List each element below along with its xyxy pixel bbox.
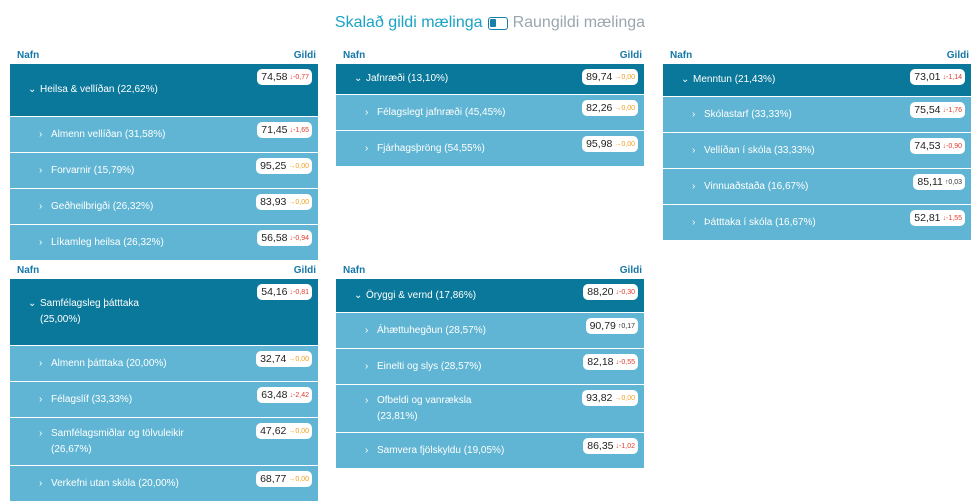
chevron-down-icon[interactable]: ⌄ bbox=[681, 74, 690, 85]
chevron-right-icon[interactable]: › bbox=[365, 325, 369, 336]
row-label: Öryggi & vernd (17,86%) bbox=[366, 290, 477, 301]
row-label: Vinnuaðstaða (16,67%) bbox=[704, 181, 809, 192]
row-label: Samfélagsmiðlar og tölvuleikir (26,67%) bbox=[51, 428, 184, 455]
change-value: -1,76 bbox=[946, 106, 962, 114]
subcategory-row[interactable] bbox=[336, 94, 644, 130]
change-indicator bbox=[614, 74, 635, 81]
row-label: Geðheilbrigði (26,32%) bbox=[51, 201, 154, 212]
arrow-right-icon: → bbox=[288, 162, 296, 170]
arrow-right-icon: → bbox=[288, 475, 296, 483]
change-indicator bbox=[943, 107, 962, 114]
chevron-right-icon[interactable]: › bbox=[39, 358, 43, 369]
arrow-right-icon: → bbox=[288, 198, 296, 206]
subcategory-row[interactable] bbox=[663, 168, 971, 204]
change-value: -0,94 bbox=[293, 234, 309, 242]
change-indicator bbox=[290, 74, 309, 81]
arrow-down-icon: ↓ bbox=[289, 126, 294, 134]
row-label: Samvera fjölskyldu (19,05%) bbox=[377, 445, 505, 456]
column-name-header[interactable]: Nafn bbox=[17, 264, 40, 276]
change-indicator bbox=[614, 105, 635, 112]
subcategory-row[interactable] bbox=[336, 348, 644, 384]
change-indicator bbox=[290, 235, 309, 242]
panel-header bbox=[336, 46, 644, 64]
arrow-down-icon: ↓ bbox=[615, 442, 620, 450]
change-value: 0,00 bbox=[621, 73, 635, 81]
value-badge bbox=[586, 318, 638, 334]
subcategory-row[interactable] bbox=[10, 417, 318, 465]
change-indicator bbox=[290, 392, 309, 399]
chevron-right-icon[interactable]: › bbox=[365, 445, 369, 456]
change-indicator bbox=[288, 199, 309, 206]
category-row[interactable] bbox=[336, 279, 644, 312]
arrow-right-icon: → bbox=[288, 427, 296, 435]
change-value: 0,03 bbox=[948, 178, 962, 186]
subcategory-row[interactable] bbox=[663, 132, 971, 168]
row-label: Almenn þátttaka (20,00%) bbox=[51, 358, 167, 369]
score-value: 68,77 bbox=[260, 473, 287, 485]
score-value: 95,25 bbox=[260, 160, 287, 172]
score-value: 93,82 bbox=[586, 392, 613, 404]
subcategory-row[interactable] bbox=[336, 130, 644, 166]
chevron-down-icon[interactable]: ⌄ bbox=[354, 73, 363, 84]
score-value: 83,93 bbox=[260, 196, 287, 208]
chevron-right-icon[interactable]: › bbox=[39, 237, 43, 248]
change-value: -0,55 bbox=[619, 358, 635, 366]
chevron-right-icon[interactable]: › bbox=[39, 129, 43, 140]
change-indicator bbox=[614, 141, 635, 148]
row-label: Almenn vellíðan (31,58%) bbox=[51, 129, 166, 140]
change-value: 0,00 bbox=[295, 162, 309, 170]
row-label: Samfélagsleg þátttaka (25,00%) bbox=[40, 298, 139, 325]
row-label: Líkamleg heilsa (26,32%) bbox=[51, 237, 164, 248]
arrow-right-icon: → bbox=[614, 140, 622, 148]
value-badge bbox=[257, 122, 312, 138]
arrow-down-icon: ↓ bbox=[289, 234, 294, 242]
change-indicator bbox=[618, 323, 635, 330]
change-indicator bbox=[288, 163, 309, 170]
arrow-down-icon: ↓ bbox=[289, 73, 294, 81]
chevron-right-icon[interactable]: › bbox=[39, 201, 43, 212]
change-value: 0,00 bbox=[621, 104, 635, 112]
chevron-right-icon[interactable]: › bbox=[39, 394, 43, 405]
score-value: 74,53 bbox=[914, 140, 941, 152]
value-badge bbox=[256, 423, 312, 439]
value-badge bbox=[256, 194, 312, 210]
score-value: 89,74 bbox=[586, 71, 613, 83]
row-label: Verkefni utan skóla (20,00%) bbox=[51, 478, 179, 489]
value-badge bbox=[910, 210, 965, 226]
column-name-header[interactable]: Nafn bbox=[343, 49, 366, 61]
scaled-values-option[interactable]: Skalað gildi mælinga bbox=[334, 14, 483, 31]
score-value: 74,58 bbox=[261, 71, 288, 83]
subcategory-row[interactable] bbox=[663, 96, 971, 132]
chevron-right-icon[interactable]: › bbox=[365, 107, 369, 118]
score-value: 90,79 bbox=[589, 320, 616, 332]
change-indicator bbox=[943, 74, 962, 81]
chevron-right-icon[interactable]: › bbox=[692, 109, 696, 120]
arrow-down-icon: ↓ bbox=[942, 106, 947, 114]
score-value: 82,26 bbox=[586, 102, 613, 114]
change-value: 0,00 bbox=[295, 355, 309, 363]
column-value-header[interactable]: Gildi bbox=[619, 49, 642, 61]
row-label: Fjárhagsþröng (54,55%) bbox=[377, 143, 485, 154]
change-indicator bbox=[288, 476, 309, 483]
change-value: -1,02 bbox=[619, 442, 635, 450]
row-label: Menntun (21,43%) bbox=[693, 74, 776, 85]
row-label: Einelti og slys (28,57%) bbox=[377, 361, 482, 372]
change-value: -0,81 bbox=[293, 288, 309, 296]
value-badge bbox=[910, 138, 965, 154]
change-value: 0,00 bbox=[295, 475, 309, 483]
value-badge bbox=[910, 102, 965, 118]
change-value: 0,00 bbox=[295, 198, 309, 206]
change-indicator bbox=[945, 179, 962, 186]
category-row[interactable] bbox=[10, 279, 318, 345]
row-label: Vellíðan í skóla (33,33%) bbox=[704, 145, 815, 156]
score-value: 95,98 bbox=[586, 138, 613, 150]
column-name-header[interactable]: Nafn bbox=[343, 264, 366, 276]
subcategory-row[interactable] bbox=[10, 224, 318, 260]
chevron-right-icon[interactable]: › bbox=[692, 181, 696, 192]
mode-switch[interactable] bbox=[488, 17, 508, 30]
score-value: 52,81 bbox=[914, 212, 941, 224]
value-badge bbox=[257, 69, 312, 85]
value-badge bbox=[582, 100, 638, 116]
panel-header bbox=[10, 261, 318, 279]
value-badge bbox=[910, 69, 965, 85]
subcategory-row[interactable] bbox=[10, 152, 318, 188]
arrow-right-icon: → bbox=[614, 394, 622, 402]
panel-header bbox=[10, 46, 318, 64]
indicator-panel bbox=[10, 261, 318, 489]
score-value: 47,62 bbox=[260, 425, 287, 437]
score-value: 54,16 bbox=[261, 286, 288, 298]
chevron-right-icon[interactable]: › bbox=[692, 217, 696, 228]
change-value: 0,00 bbox=[295, 427, 309, 435]
change-value: -0,90 bbox=[946, 142, 962, 150]
row-label: Forvarnir (15,79%) bbox=[51, 165, 135, 176]
panel-header bbox=[336, 261, 644, 279]
arrow-up-icon: ↑ bbox=[944, 178, 949, 186]
row-label: Jafnræði (13,10%) bbox=[366, 73, 449, 84]
column-name-header[interactable]: Nafn bbox=[670, 49, 693, 61]
change-indicator bbox=[943, 143, 962, 150]
column-name-header[interactable]: Nafn bbox=[17, 49, 40, 61]
column-value-header[interactable]: Gildi bbox=[293, 264, 316, 276]
change-value: -2,42 bbox=[293, 391, 309, 399]
chevron-right-icon[interactable]: › bbox=[39, 478, 43, 489]
chevron-down-icon[interactable]: ⌄ bbox=[28, 84, 37, 95]
raw-values-option[interactable]: Raungildi mælinga bbox=[512, 14, 646, 31]
subcategory-row[interactable] bbox=[336, 432, 644, 468]
category-row[interactable] bbox=[10, 64, 318, 116]
score-value: 73,01 bbox=[914, 71, 941, 83]
change-indicator bbox=[290, 289, 309, 296]
score-value: 56,58 bbox=[261, 232, 288, 244]
arrow-down-icon: ↓ bbox=[942, 73, 947, 81]
category-row[interactable] bbox=[663, 64, 971, 96]
change-indicator bbox=[616, 443, 635, 450]
change-value: -1,55 bbox=[946, 214, 962, 222]
chevron-right-icon[interactable]: › bbox=[365, 143, 369, 154]
change-indicator bbox=[614, 395, 635, 402]
score-value: 63,48 bbox=[261, 389, 288, 401]
change-value: 0,00 bbox=[621, 394, 635, 402]
chevron-right-icon[interactable]: › bbox=[365, 361, 369, 372]
row-label: Heilsa & vellíðan (22,62%) bbox=[40, 84, 158, 95]
row-label: Áhættuhegðun (28,57%) bbox=[377, 325, 486, 336]
value-badge bbox=[582, 390, 638, 406]
subcategory-row[interactable] bbox=[336, 312, 644, 348]
score-value: 82,18 bbox=[587, 356, 614, 368]
score-value: 71,45 bbox=[261, 124, 288, 136]
arrow-down-icon: ↓ bbox=[942, 214, 947, 222]
row-label: Þátttaka í skóla (16,67%) bbox=[704, 217, 816, 228]
score-value: 32,74 bbox=[260, 353, 287, 365]
subcategory-row[interactable] bbox=[10, 381, 318, 417]
indicator-panel bbox=[663, 46, 971, 228]
change-value: -0,30 bbox=[619, 288, 635, 296]
arrow-down-icon: ↓ bbox=[289, 288, 294, 296]
score-value: 75,54 bbox=[914, 104, 941, 116]
change-value: -1,65 bbox=[293, 126, 309, 134]
change-value: 0,17 bbox=[621, 322, 635, 330]
column-value-header[interactable]: Gildi bbox=[619, 264, 642, 276]
column-value-header[interactable]: Gildi bbox=[293, 49, 316, 61]
subcategory-row[interactable] bbox=[10, 188, 318, 224]
score-value: 88,20 bbox=[587, 286, 614, 298]
arrow-down-icon: ↓ bbox=[289, 391, 294, 399]
change-indicator bbox=[288, 428, 309, 435]
change-value: -0,77 bbox=[293, 73, 309, 81]
value-badge bbox=[257, 284, 312, 300]
arrow-down-icon: ↓ bbox=[615, 358, 620, 366]
chevron-right-icon[interactable]: › bbox=[39, 428, 43, 439]
value-badge bbox=[913, 174, 965, 190]
arrow-down-icon: ↓ bbox=[615, 288, 620, 296]
value-badge bbox=[583, 438, 638, 454]
value-badge bbox=[256, 351, 312, 367]
row-label: Félagslegt jafnræði (45,45%) bbox=[377, 107, 506, 118]
chevron-right-icon[interactable]: › bbox=[365, 395, 369, 406]
chevron-right-icon[interactable]: › bbox=[39, 165, 43, 176]
value-badge bbox=[583, 284, 638, 300]
value-mode-toggle bbox=[0, 12, 980, 34]
indicator-panel bbox=[336, 261, 644, 456]
category-row[interactable] bbox=[336, 64, 644, 94]
value-badge bbox=[582, 136, 638, 152]
arrow-up-icon: ↑ bbox=[617, 322, 622, 330]
arrow-right-icon: → bbox=[614, 73, 622, 81]
change-indicator bbox=[288, 356, 309, 363]
chevron-down-icon[interactable]: ⌄ bbox=[28, 298, 37, 309]
change-indicator bbox=[290, 127, 309, 134]
arrow-right-icon: → bbox=[288, 355, 296, 363]
subcategory-row[interactable] bbox=[336, 384, 644, 432]
indicator-panel bbox=[10, 46, 318, 248]
change-indicator bbox=[616, 359, 635, 366]
value-badge bbox=[256, 158, 312, 174]
change-indicator bbox=[943, 215, 962, 222]
arrow-down-icon: ↓ bbox=[942, 142, 947, 150]
indicator-panel bbox=[336, 46, 644, 154]
panel-header bbox=[663, 46, 971, 64]
change-value: 0,00 bbox=[621, 140, 635, 148]
value-badge bbox=[582, 69, 638, 85]
column-value-header[interactable]: Gildi bbox=[946, 49, 969, 61]
chevron-down-icon[interactable]: ⌄ bbox=[354, 290, 363, 301]
score-value: 85,11 bbox=[917, 176, 943, 188]
subcategory-row[interactable] bbox=[10, 116, 318, 152]
value-badge bbox=[256, 471, 312, 487]
arrow-right-icon: → bbox=[614, 104, 622, 112]
subcategory-row[interactable] bbox=[10, 345, 318, 381]
row-label: Félagslíf (33,33%) bbox=[51, 394, 133, 405]
row-label: Ofbeldi og vanræksla (23,81%) bbox=[377, 395, 472, 422]
chevron-right-icon[interactable]: › bbox=[692, 145, 696, 156]
value-badge bbox=[257, 230, 312, 246]
change-value: -1,14 bbox=[946, 73, 962, 81]
row-label: Skólastarf (33,33%) bbox=[704, 109, 792, 120]
value-badge bbox=[583, 354, 638, 370]
change-indicator bbox=[616, 289, 635, 296]
score-value: 86,35 bbox=[587, 440, 614, 452]
value-badge bbox=[257, 387, 312, 403]
subcategory-row[interactable] bbox=[663, 204, 971, 240]
